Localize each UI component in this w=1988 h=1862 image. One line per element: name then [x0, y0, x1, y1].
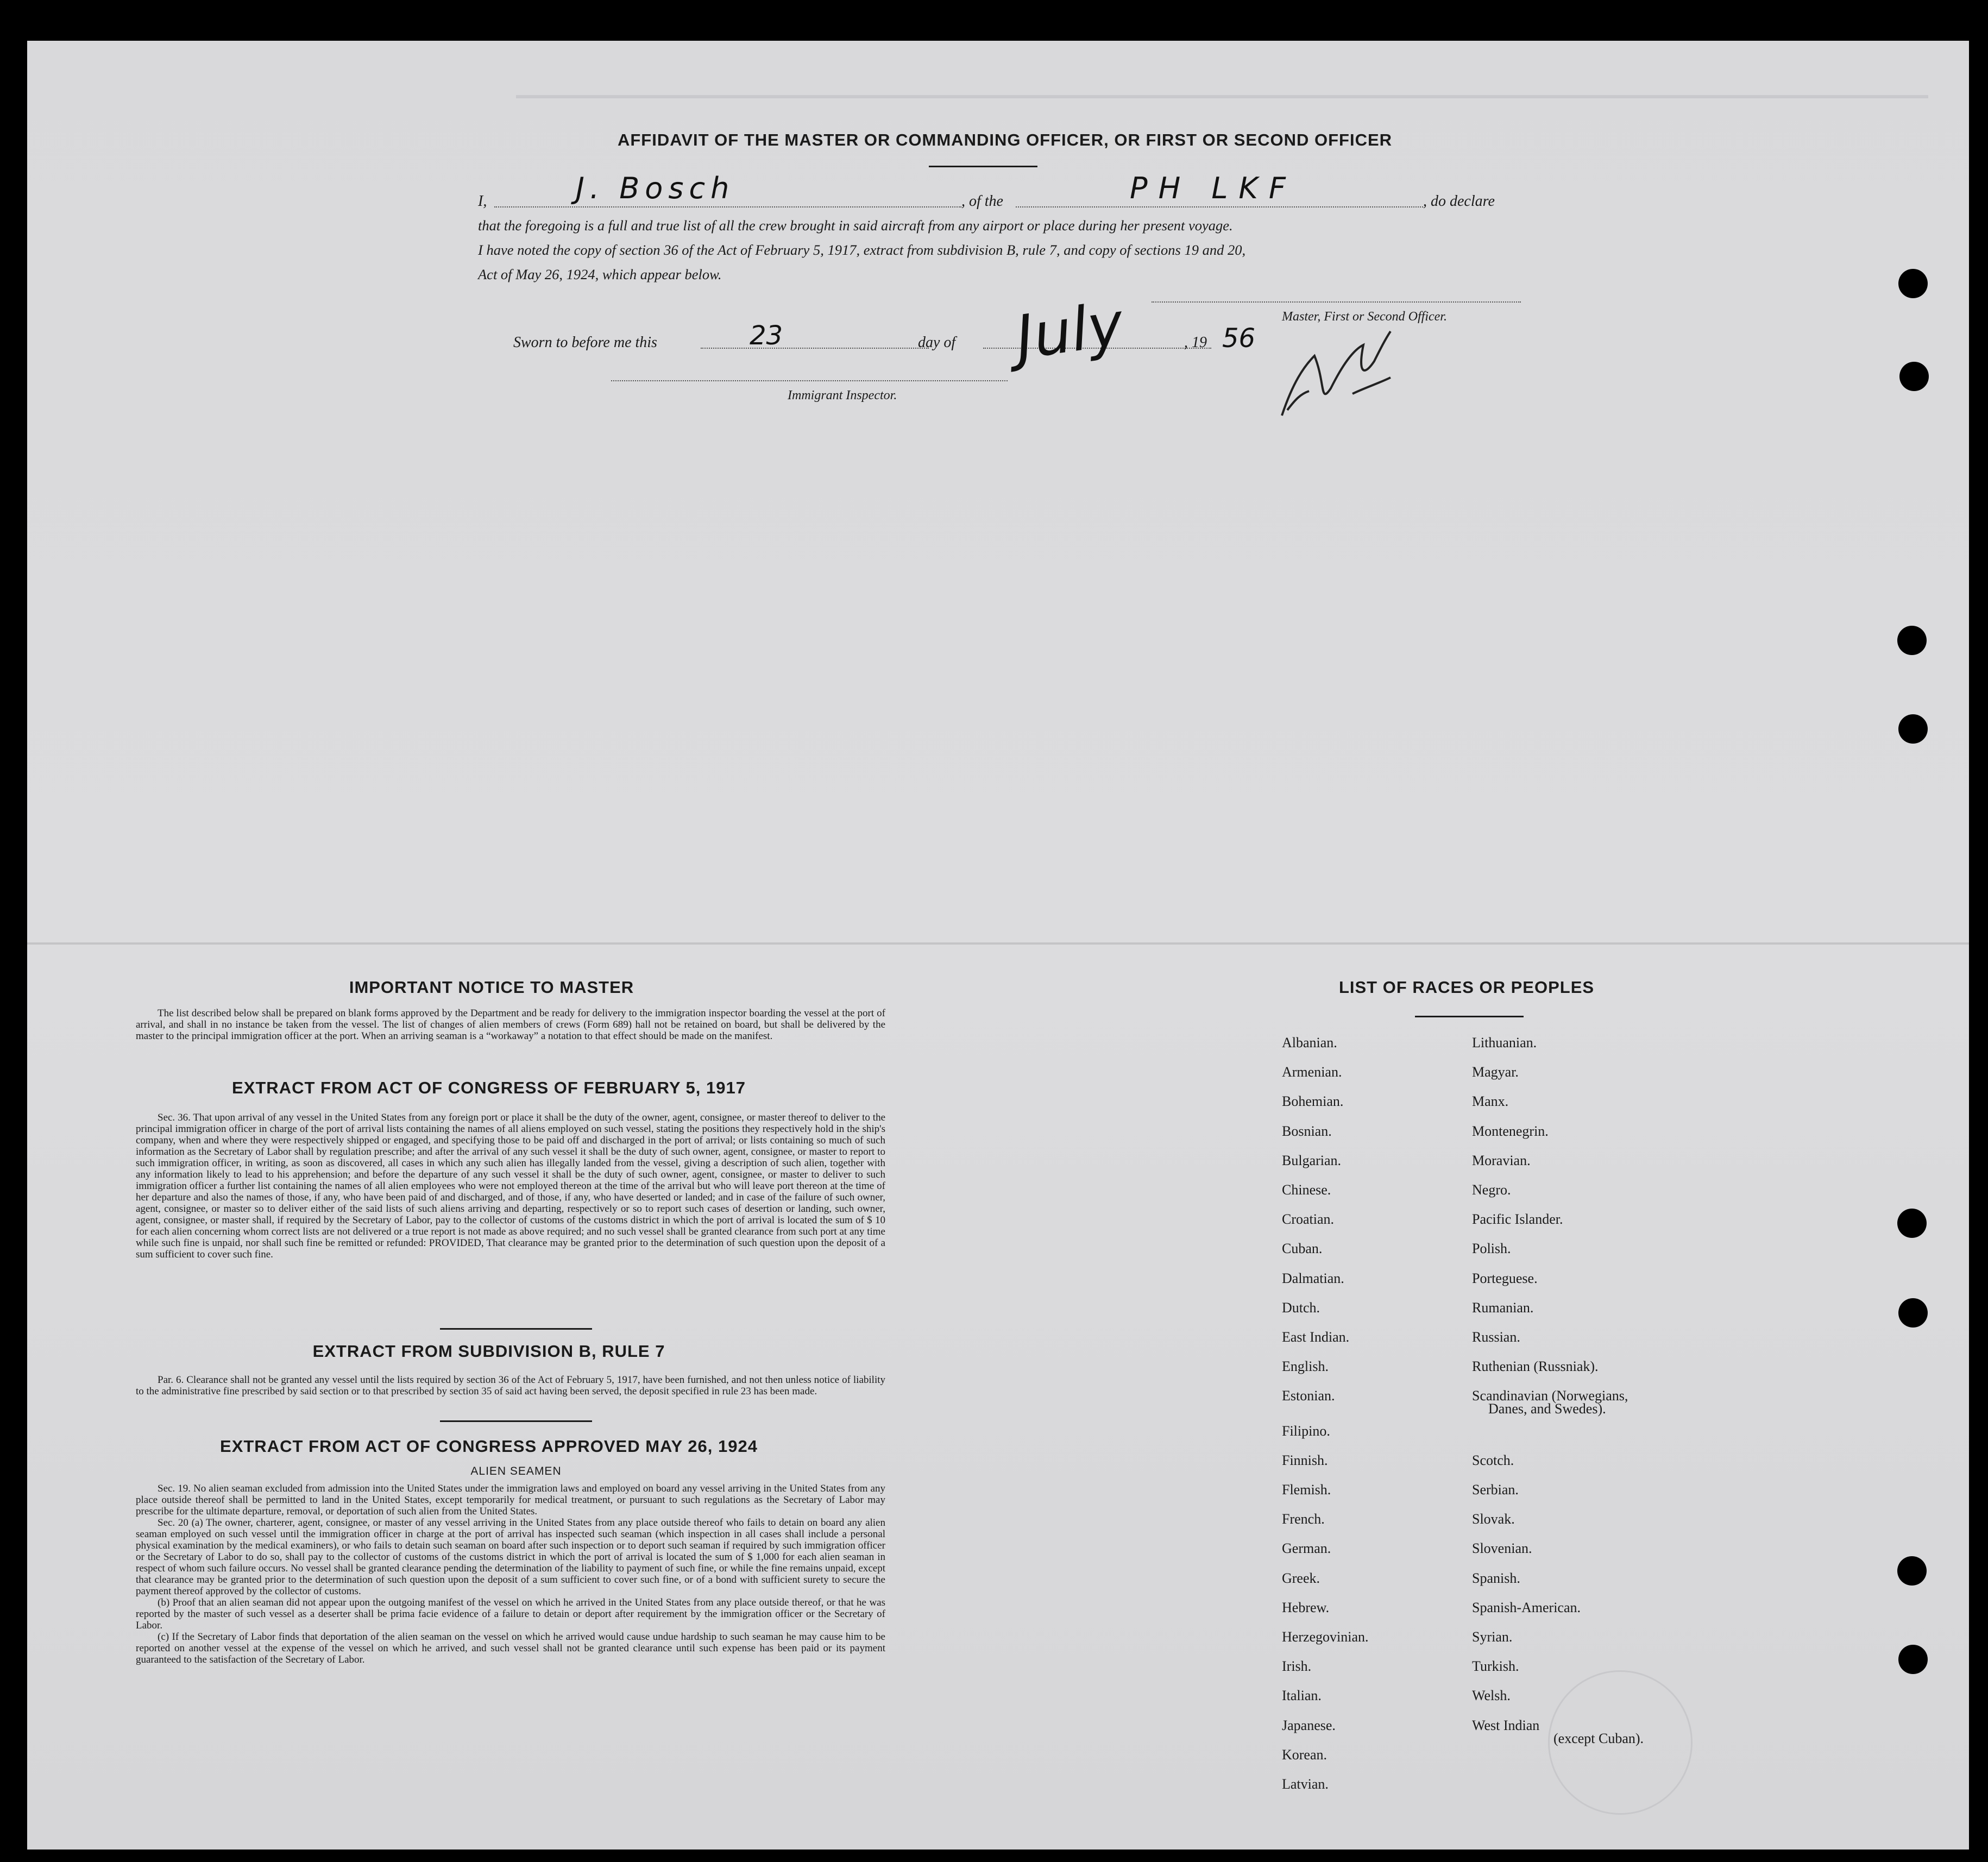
affidavit-of-the: , of the: [961, 193, 1003, 210]
sec-20b-paragraph: (b) Proof that an alien seaman did not appear upon the outgoing manifest of the vessel on which he arrived in the United States from any place outside thereof, or that he was reported by the master of such vessel as a deserter shall be prima facie evidence of a failure to detain or deport after requirement by the immigration officer or the Secretary of Labor.: [136, 1597, 885, 1631]
race-item: Polish.: [1472, 1241, 1511, 1257]
race-item: Danes, and Swedes).: [1488, 1401, 1606, 1417]
race-item: Greek.: [1282, 1570, 1320, 1586]
name-line: [494, 206, 961, 207]
extract-1924-title: EXTRACT FROM ACT OF CONGRESS APPROVED MAY 26, 1924: [220, 1437, 758, 1456]
year-prefix: , 19: [1184, 334, 1207, 351]
document-sheet: [27, 41, 1969, 1850]
race-item: Scotch.: [1472, 1452, 1514, 1468]
master-name-handwritten: J. Bosch: [576, 171, 735, 205]
punch-hole: [1897, 1209, 1927, 1238]
rule-7-text: [136, 1374, 885, 1397]
extract-1917-title: EXTRACT FROM ACT OF CONGRESS OF FEBRUARY 5, 1917: [232, 1078, 746, 1097]
race-item: Dalmatian.: [1282, 1270, 1344, 1286]
race-item: West Indian: [1472, 1717, 1540, 1733]
race-item: Korean.: [1282, 1746, 1328, 1763]
race-item: Latvian.: [1282, 1776, 1329, 1792]
race-item: Magyar.: [1472, 1064, 1519, 1080]
race-item: East Indian.: [1282, 1329, 1350, 1345]
notice-paragraph: The list described below shall be prepared on blank forms approved by the Department and be ready for delivery to the immigration inspector boarding the vessel at the port of arrival, and shall in no instance be taken from the vessel. The list of changes of alien members of crews (Form 689) hall not be retained on board, but shall be delivered by the master to the principal immigration officer at the port. When an arriving seaman is a “workaway” a notation to that effect should be made on the manifest.: [136, 1008, 885, 1042]
affidavit-do-declare: , do declare: [1423, 193, 1495, 210]
race-item: Spanish-American.: [1472, 1599, 1581, 1615]
race-item: Finnish.: [1282, 1452, 1328, 1468]
race-item: Herzegovinian.: [1282, 1629, 1369, 1645]
affidavit-line-3: I have noted the copy of section 36 of the Act of February 5, 1917, extract from subdivision B, rule 7, and copy of sections 19 and 20,: [478, 242, 1246, 258]
punch-hole: [1897, 626, 1927, 655]
inspector-label: Immigrant Inspector.: [788, 388, 897, 402]
year-handwritten: 56: [1222, 323, 1256, 354]
race-item: Ruthenian (Russniak).: [1472, 1358, 1599, 1375]
inspector-signature-scribble: [1271, 301, 1412, 432]
rule-7-rule: [440, 1420, 592, 1422]
rule-7-title: EXTRACT FROM SUBDIVISION B, RULE 7: [312, 1342, 665, 1361]
race-item: Croatian.: [1282, 1211, 1335, 1228]
race-item: Japanese.: [1282, 1717, 1336, 1733]
race-item: Slovak.: [1472, 1511, 1515, 1527]
race-item: Bosnian.: [1282, 1123, 1332, 1139]
race-item: Serbian.: [1472, 1482, 1519, 1498]
race-item: Porteguese.: [1472, 1270, 1538, 1286]
race-item: Pacific Islander.: [1472, 1211, 1563, 1228]
race-item: Bohemian.: [1282, 1093, 1344, 1110]
fold-line: [27, 942, 1969, 945]
master-label: Master, First or Second Officer.: [1282, 310, 1447, 324]
race-item: Italian.: [1282, 1688, 1322, 1704]
affidavit-title-rule: [929, 166, 1037, 167]
alien-seamen-subtitle: ALIEN SEAMEN: [470, 1465, 562, 1477]
affidavit-line-2: that the foregoing is a full and true list of all the crew brought in said aircraft from any airport or place during her present voyage.: [478, 217, 1233, 234]
race-item: Dutch.: [1282, 1299, 1320, 1316]
race-item: Slovenian.: [1472, 1540, 1532, 1557]
inspector-signature-line: [611, 380, 1008, 381]
extract-1924-text: [136, 1483, 885, 1665]
sworn-label: Sworn to before me this: [513, 334, 657, 351]
punch-hole: [1897, 1556, 1927, 1586]
sec-20c-paragraph: (c) If the Secretary of Labor finds that deportation of the alien seaman on the vessel on which he arrived would cause undue hardship to such seaman he may cause him to be reported on another vessel at the expense of the vessel on which he arrived, and such vessel shall not be granted clearance until such expense has been paid or its payment guaranteed to the satisfaction of the Secretary of Labor.: [136, 1631, 885, 1665]
races-title-rule: [1415, 1016, 1524, 1017]
race-item: Turkish.: [1472, 1658, 1519, 1675]
race-item: Manx.: [1472, 1093, 1509, 1110]
race-item: Armenian.: [1282, 1064, 1342, 1080]
punch-hole: [1898, 269, 1928, 298]
affidavit-i-label: I,: [478, 193, 487, 210]
race-item: Welsh.: [1472, 1688, 1511, 1704]
race-item: Flemish.: [1282, 1482, 1331, 1498]
race-item: German.: [1282, 1540, 1331, 1557]
day-of-label: day of: [918, 334, 956, 351]
notice-text: [136, 1008, 885, 1042]
race-item: Moravian.: [1472, 1152, 1531, 1168]
race-item: Filipino.: [1282, 1423, 1330, 1439]
race-item: Lithuanian.: [1472, 1035, 1537, 1050]
sworn-month-handwritten: July: [1011, 288, 1128, 373]
race-item: Cuban.: [1282, 1241, 1323, 1257]
race-item: Albanian.: [1282, 1035, 1337, 1050]
race-item: Negro.: [1472, 1182, 1511, 1198]
extract-1917-rule: [440, 1328, 592, 1330]
race-item: Chinese.: [1282, 1182, 1331, 1198]
sec-36-paragraph: Sec. 36. That upon arrival of any vessel in the United States from any foreign port or place it shall be the duty of the owner, agent, consignee, or master thereof to deliver to the principal immigration officer in charge of the port of arrival lists containing the names of all aliens employed on such vessel, stating the positions they respectively hold in the ship's company, when and where they were respectively shipped or engaged, and specifying those to be paid off and discharged in the port of arrival; or lists containing so much of such information as the Secretary of Labor shall by regulation prescribe; and after the arrival of any such vessel it shall be the duty of such owner, agent, consignee, or master to report to such immigration officer, in writing, as soon as discovered, all cases in which any such alien has illegally landed from the vessel, giving a description of such alien, together with any information likely to lead to his apprehension; and before the departure of any such vessel it shall be the duty of such owner, agent, consignee, or master to deliver to such immigration officer a further list containing the names of all alien employees who were not employed thereon at the time of the arrival but who will leave port thereon at the time of her departure and also the names of those, if any, who have been paid of and discharged, and of those, if any, who have deserted or landed; and in case of the failure of such owner, agent, consignee, or master so to deliver either of the said lists of such aliens arriving and departing, respectively or so to report such cases of desertion or landing, such owner, agent, consignee, or master shall, if required by the Secretary of Labor, pay to the collector of customs of the customs district in which the port of arrival is located the sum of $ 10 for each alien concerning whom correct lists are not delivered or a true report is not made as above required; and no such vessel shall be granted clearance from such port at any time while such fine is unpaid, nor shall such fine be remitted or refunded: PROVIDED, That clearance may be granted prior to the determination of such question upon the deposit of a sum sufficient to cover such fine.: [136, 1112, 885, 1260]
race-item: Hebrew.: [1282, 1599, 1330, 1615]
race-item: Rumanian.: [1472, 1299, 1534, 1316]
race-item: English.: [1282, 1358, 1329, 1375]
vessel-handwritten: PH LKF: [1130, 171, 1297, 205]
race-item: Irish.: [1282, 1658, 1312, 1675]
race-item: Bulgarian.: [1282, 1152, 1342, 1168]
punch-hole: [1898, 1298, 1928, 1328]
race-item: Scandinavian (Norwegians,: [1472, 1388, 1628, 1404]
race-item: Syrian.: [1472, 1629, 1513, 1645]
affidavit-line-4: Act of May 26, 1924, which appear below.: [478, 266, 722, 282]
sec-19-paragraph: Sec. 19. No alien seaman excluded from admission into the United States under the immigration laws and employed on board any vessel arriving in the United States from any place outside thereof shall be permitted to land in the United States, except temporarily for medical treatment, or pursuant to such regulations as the Secretary of Labor may prescribe for the ultimate departure, removal, or deportation of such alien from the United States.: [136, 1483, 885, 1517]
punch-hole: [1898, 1645, 1928, 1674]
punch-hole: [1898, 714, 1928, 744]
sworn-day-handwritten: 23: [750, 320, 783, 351]
affidavit-title: AFFIDAVIT OF THE MASTER OR COMMANDING OFFICER, OR FIRST OR SECOND OFFICER: [617, 130, 1393, 149]
vessel-line: [1016, 206, 1423, 207]
par-6-paragraph: Par. 6. Clearance shall not be granted any vessel until the lists required by section 36 of the Act of February 5, 1917, have been furnished, and not then unless notice of liability to the administrative fine prescribed by said section or to that prescribed by section 35 of said act having been served, the deposit specified in rule 23 has been made.: [136, 1374, 885, 1397]
race-item: Spanish.: [1472, 1570, 1520, 1586]
race-item: Estonian.: [1282, 1388, 1335, 1404]
race-item: Montenegrin.: [1472, 1123, 1549, 1139]
notice-title: IMPORTANT NOTICE TO MASTER: [349, 978, 634, 997]
race-item: Russian.: [1472, 1329, 1520, 1345]
race-item: (except Cuban).: [1553, 1730, 1644, 1746]
punch-hole: [1899, 362, 1929, 391]
sec-20a-paragraph: Sec. 20 (a) The owner, charterer, agent, consignee, or master of any vessel arriving in the United States from any place outside thereof who fails to detain on board any alien seaman employed on such vessel until the immigration officer in charge at the port of arrival has inspected such seaman (which inspection in all cases shall include a personal physical examination by the medical examiners), or who fails to detain such seaman on board after such inspection or to deport such seaman if required by such immigration officer or the Secretary of Labor to do so, shall pay to the collector of customs of the customs district in which the port of arrival is located the sum of $ 1,000 for each alien seaman in respect of whom such failure occurs. No vessel shall be granted clearance pending the determination of the liability to payment of such fine, or while the fine remains unpaid, except that clearance may be granted prior to the determination of such question upon the deposit of a sum sufficient to cover such fine, or of a bond with sufficient surety to secure the payment thereof approved by the collector of customs.: [136, 1517, 885, 1597]
extract-1917-text: [136, 1112, 885, 1260]
race-item: French.: [1282, 1511, 1325, 1527]
sworn-day-line: [701, 348, 929, 349]
races-title: LIST OF RACES OR PEOPLES: [1338, 978, 1595, 997]
bleed-through-heading: [516, 62, 1928, 98]
